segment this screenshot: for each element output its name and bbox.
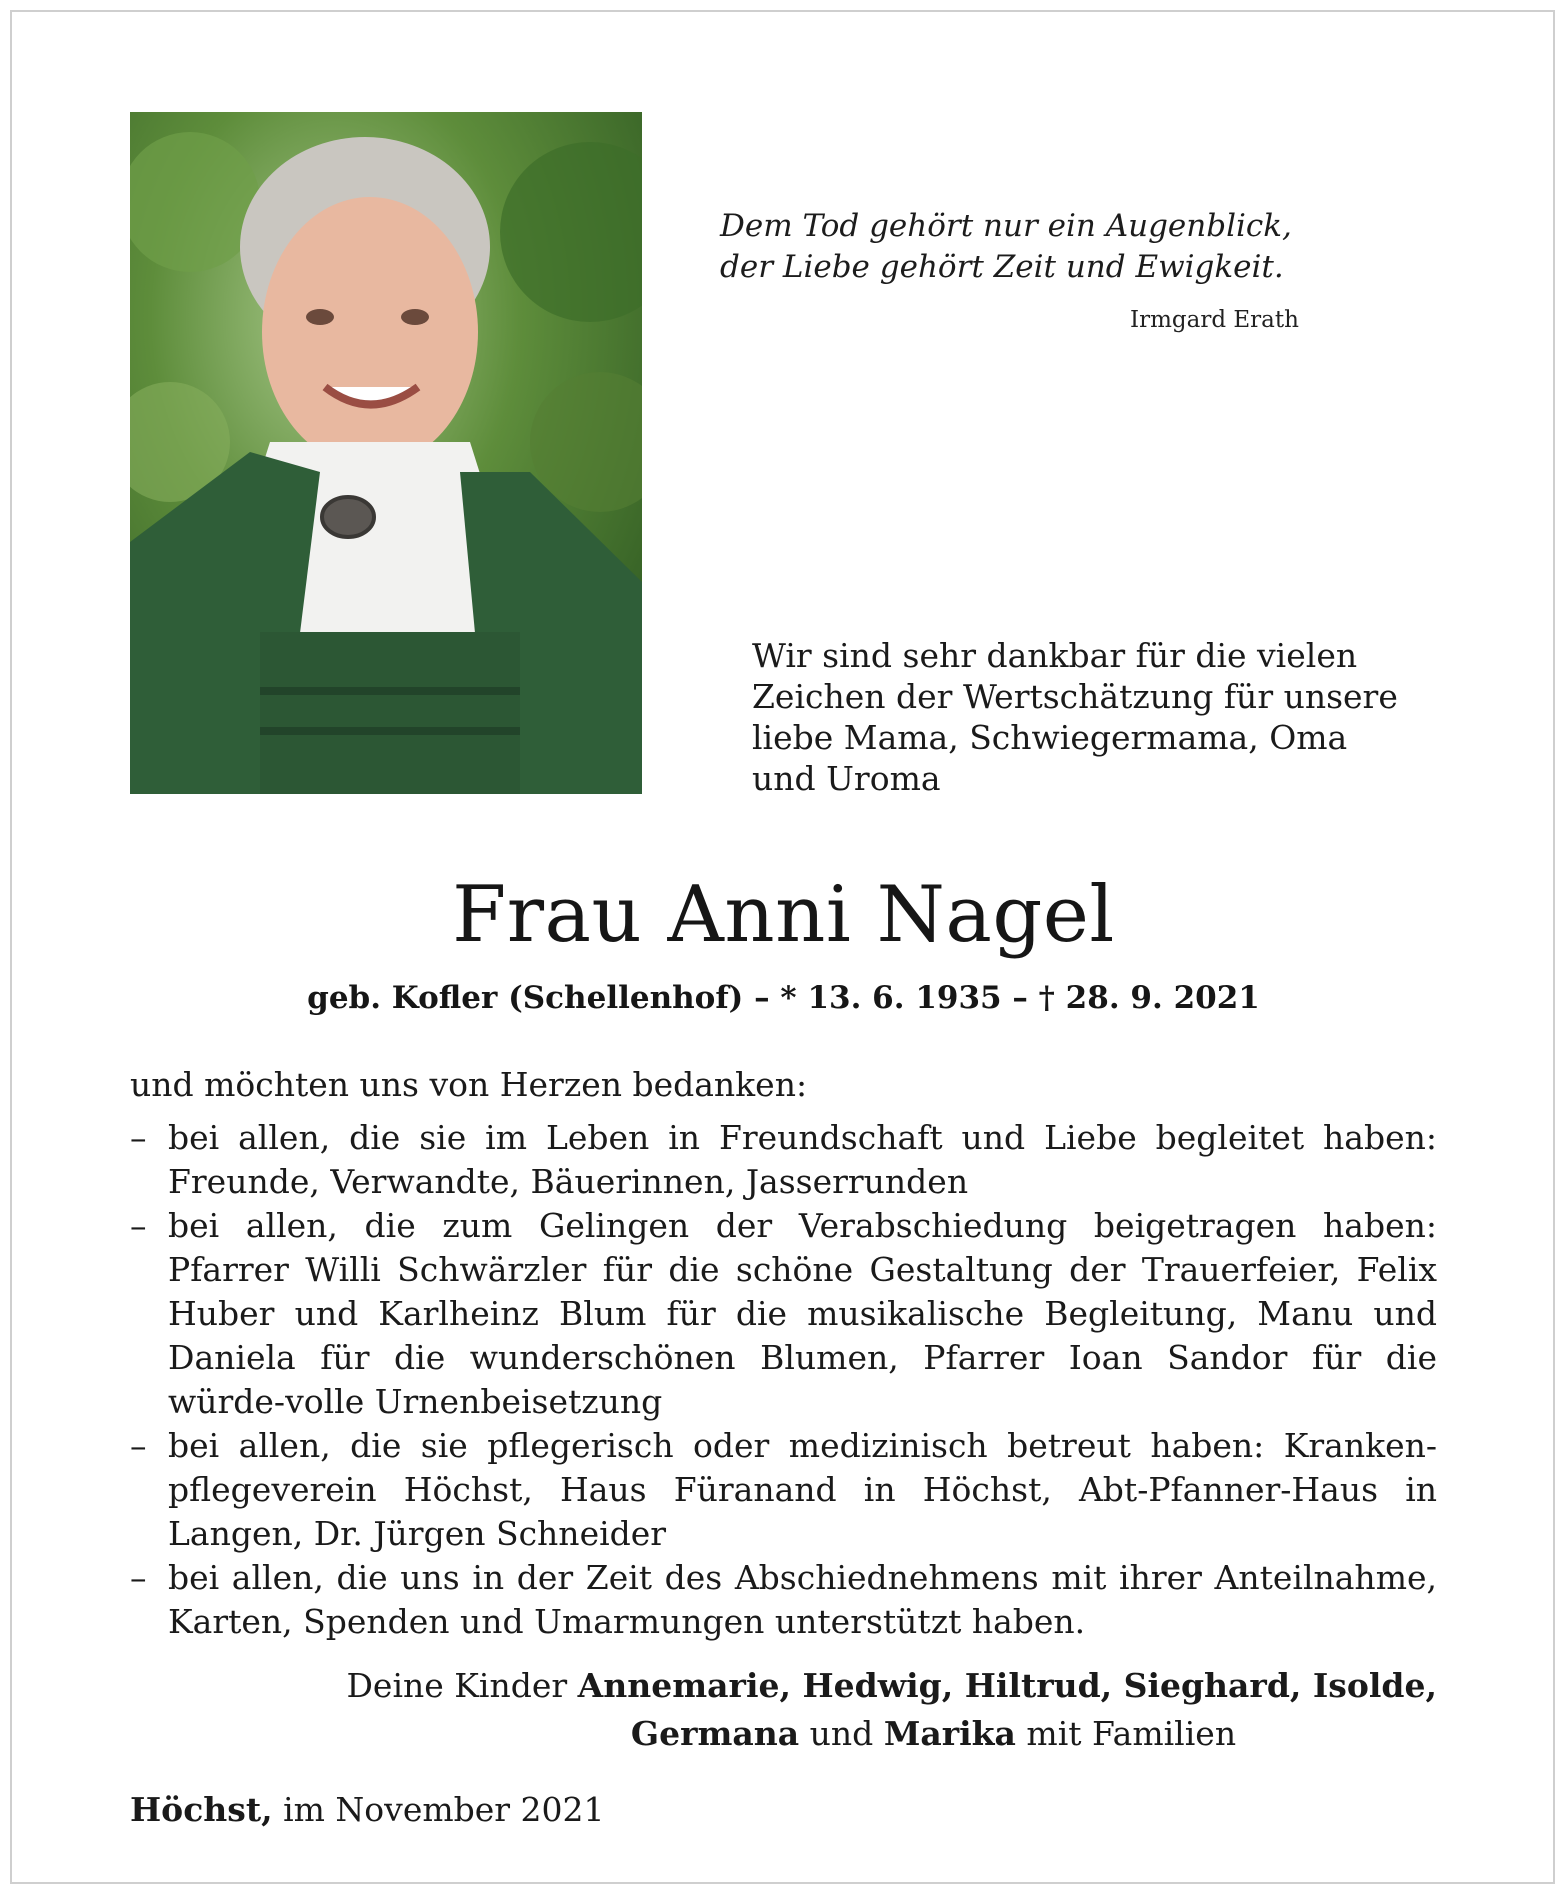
quote-line-2: der Liebe gehört Zeit und Ewigkeit. — [720, 249, 1284, 285]
thanks-line-3: liebe Mama, Schwiegermama, Oma — [752, 718, 1348, 757]
list-item-text: bei allen, die sie im Leben in Freundschaft und Liebe begleitet haben: Freunde, Verwandte, Bäuerinnen, Jasserrunden — [168, 1118, 1437, 1201]
signature-and: und — [809, 1714, 874, 1753]
dash-marker: – — [130, 1118, 147, 1157]
dash-marker: – — [130, 1558, 147, 1597]
dash-marker: – — [130, 1206, 147, 1245]
thanks-line-2: Zeichen der Wertschätzung für unsere — [752, 677, 1398, 716]
deceased-name: Frau Anni Nagel — [452, 870, 1115, 960]
portrait-photo — [130, 112, 642, 794]
list-item — [130, 1424, 1437, 1556]
memorial-quote — [720, 206, 1320, 288]
signature-suffix: mit Familien — [1026, 1714, 1237, 1753]
portrait-illustration — [130, 112, 642, 794]
list-item-text: bei allen, die zum Gelingen der Verabschiedung beigetragen haben: Pfarrer Willi Schwärzler für die schöne Gestaltung der Trauerfeier, Felix Huber und Karlheinz Blum für die musikalische Begleitung, Manu und Daniela für die wunderschönen Blumen, Pfarrer Ioan Sandor für die würde-volle Urnenbeisetzung — [168, 1206, 1437, 1421]
list-item-text: bei allen, die uns in der Zeit des Abschiednehmens mit ihrer Anteilnahme, Karten, Spenden und Umarmungen unterstützt haben. — [168, 1558, 1437, 1641]
list-item-text: bei allen, die sie pflegerisch oder medizinisch betreut haben: Kranken-pflegeverein Höchst, Haus Füranand in Höchst, Abt-Pfanner-Haus in Langen, Dr. Jürgen Schneider — [168, 1426, 1437, 1553]
deceased-details: geb. Kofler (Schellenhof) – * 13. 6. 1935 – † 28. 9. 2021 — [307, 980, 1260, 1016]
thanks-line-4: und Uroma — [752, 759, 941, 798]
thanks-intro — [752, 635, 1435, 799]
thanks-list — [130, 1116, 1437, 1644]
children-names: Annemarie, Hedwig, Hiltrud, Sieghard, Isolde, — [577, 1666, 1437, 1705]
quote-line-1: Dem Tod gehört nur ein Augenblick, — [720, 208, 1292, 244]
dash-marker: – — [130, 1426, 147, 1465]
place-town: Höchst, — [130, 1790, 273, 1829]
list-item — [130, 1116, 1437, 1204]
place-date-text: im November 2021 — [283, 1790, 605, 1829]
place-date — [130, 1790, 605, 1829]
quote-author: Irmgard Erath — [1130, 307, 1299, 333]
list-item — [130, 1204, 1437, 1424]
child-name-germana: Germana — [630, 1714, 800, 1753]
list-item — [130, 1556, 1437, 1644]
signature-line-2 — [130, 1710, 1437, 1758]
signature-prefix: Deine Kinder — [346, 1666, 568, 1705]
family-signature — [130, 1662, 1437, 1758]
thanks-lead: und möchten uns von Herzen bedanken: — [130, 1065, 808, 1104]
child-name-marika: Marika — [883, 1714, 1016, 1753]
signature-line-1 — [130, 1662, 1437, 1710]
thanks-line-1: Wir sind sehr dankbar für die vielen — [752, 636, 1358, 675]
